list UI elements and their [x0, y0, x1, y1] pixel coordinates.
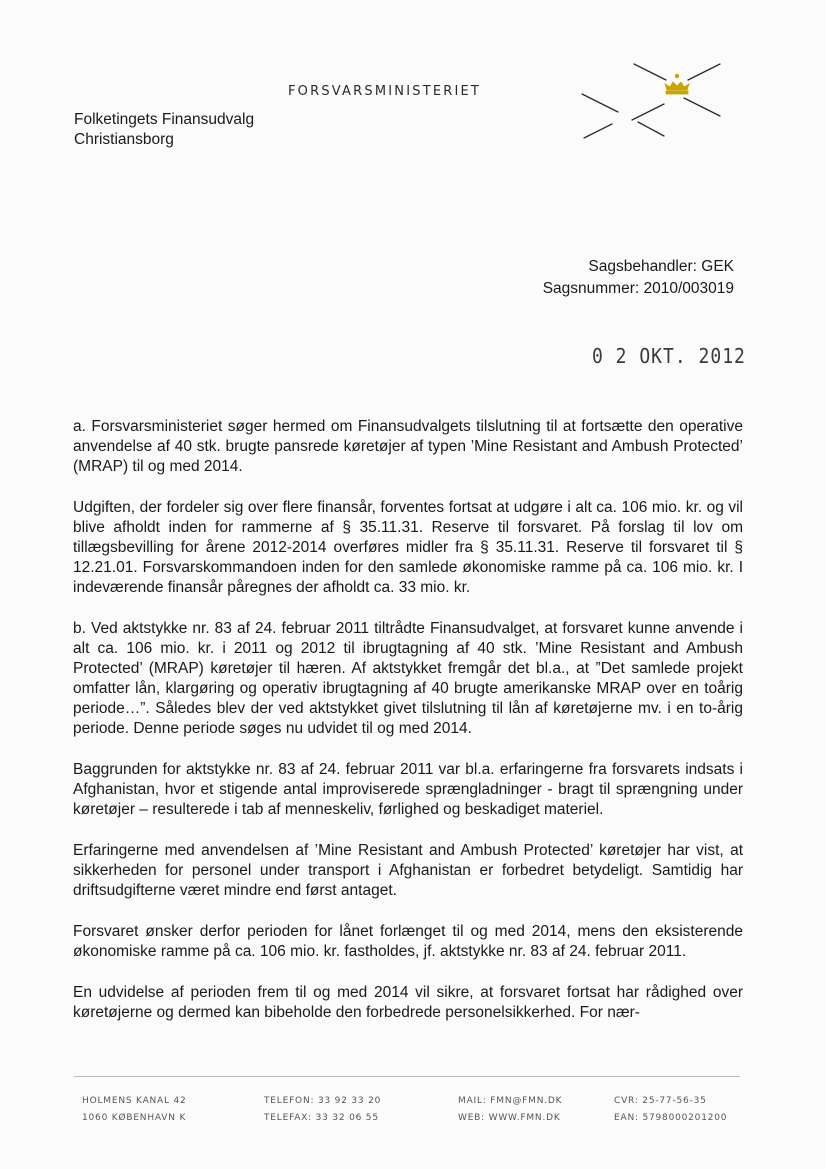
footer-address — [82, 1093, 187, 1127]
footer-text: EAN: 5798000201200 — [614, 1113, 728, 1123]
case-number: Sagsnummer: 2010/003019 — [542, 280, 734, 297]
case-info — [543, 256, 734, 300]
paragraph: Udgiften, der fordeler sig over flere finansår, forventes fortsat at udgøre i alt ca. 106 mio. kr. og vil blive afholdt inden for rammerne af § 35.11.31. Reserve til forsvaret. På forslag til lov om tillægsbevilling for årene 2012-2014 overføres midler fra § 35.11.31. Reserve til forsvaret til § 12.21.01. Forsvarskommandoen inden for den samlede økonomiske ramme på ca. 106 mio. kr. I indeværende finansår påregnes der afholdt ca. 33 mio. kr. — [73, 499, 743, 596]
footer-text: WEB: WWW.FMN.DK — [458, 1113, 561, 1123]
footer-text: TELEFAX: 33 32 06 55 — [264, 1113, 379, 1123]
date-stamp: 0 2 OKT. 2012 — [592, 344, 746, 369]
paragraph: En udvidelse af perioden frem til og med 2014 vil sikre, at forsvaret fortsat har rådighed over køretøjerne og dermed kan bibeholde den forbedrede personelsikkerhed. For nær- — [73, 984, 743, 1021]
footer-divider — [74, 1076, 740, 1077]
letter-body — [73, 417, 743, 1044]
footer-registry — [614, 1093, 727, 1127]
recipient-address — [74, 110, 254, 150]
footer-contact — [458, 1093, 562, 1127]
paragraph: a. Forsvarsministeriet søger hermed om Finansudvalgets tilslutning til at fortsætte den operative anvendelse af 40 stk. brugte pansrede køretøjer af typen ’Mine Resistant and Ambush Protected’ (MRAP) til og med 2014. — [73, 418, 743, 475]
paragraph: Erfaringerne med anvendelsen af ’Mine Resistant and Ambush Protected’ køretøjer har vist, at sikkerheden for personel under transport i Afghanistan er forbedret betydeligt. Samtidig har driftsudgifterne været mindre end først antaget. — [73, 842, 743, 899]
footer-text: CVR: 25-77-56-35 — [614, 1096, 707, 1106]
recipient-line: Christiansborg — [74, 131, 174, 148]
footer-phone — [264, 1093, 381, 1127]
paragraph: Baggrunden for aktstykke nr. 83 af 24. februar 2011 var bl.a. erfaringerne fra forsvarets indsats i Afghanistan, hvor et stigende antal improviserede sprængladninger - bragt til sprængning under køretøjer – resulterede i tab af menneskeliv, førlighed og beskadiget materiel. — [73, 761, 743, 818]
footer-text: HOLMENS KANAL 42 — [82, 1096, 187, 1106]
paragraph: Forsvaret ønsker derfor perioden for lånet forlænget til og med 2014, mens den eksisterende økonomiske ramme på ca. 106 mio. kr. fastholdes, jf. aktstykke nr. 83 af 24. februar 2011. — [73, 923, 743, 960]
paragraph: b. Ved aktstykke nr. 83 af 24. februar 2011 tiltrådte Finansudvalget, at forsvaret kunne anvende i alt ca. 106 mio. kr. i 2011 og 2012 til ibrugtagning af 40 stk. ’Mine Resistant and Ambush Protected’ (MRAP) køretøjer til hæren. Af aktstykket fremgår det bl.a., at ”Det samlede projekt omfatter lån, klargøring og operativ ibrugtagning af 40 brugte amerikanske MRAP over en toårig periode…”. Således blev der ved aktstykket givet tilslutning til lån af køretøjerne mv. i en to-årig periode. Denne periode søges nu udvidet til og med 2014. — [73, 620, 743, 737]
footer-text: TELEFON: 33 92 33 20 — [264, 1096, 382, 1106]
crown-emblem-icon — [578, 60, 728, 144]
footer-text: MAIL: FMN@FMN.DK — [458, 1096, 563, 1106]
recipient-line: Folketingets Finansudvalg — [74, 111, 255, 128]
case-handler: Sagsbehandler: GEK — [588, 258, 734, 275]
footer-text: 1060 KØBENHAVN K — [82, 1113, 187, 1123]
ministry-name: FORSVARSMINISTERIET — [288, 84, 482, 99]
